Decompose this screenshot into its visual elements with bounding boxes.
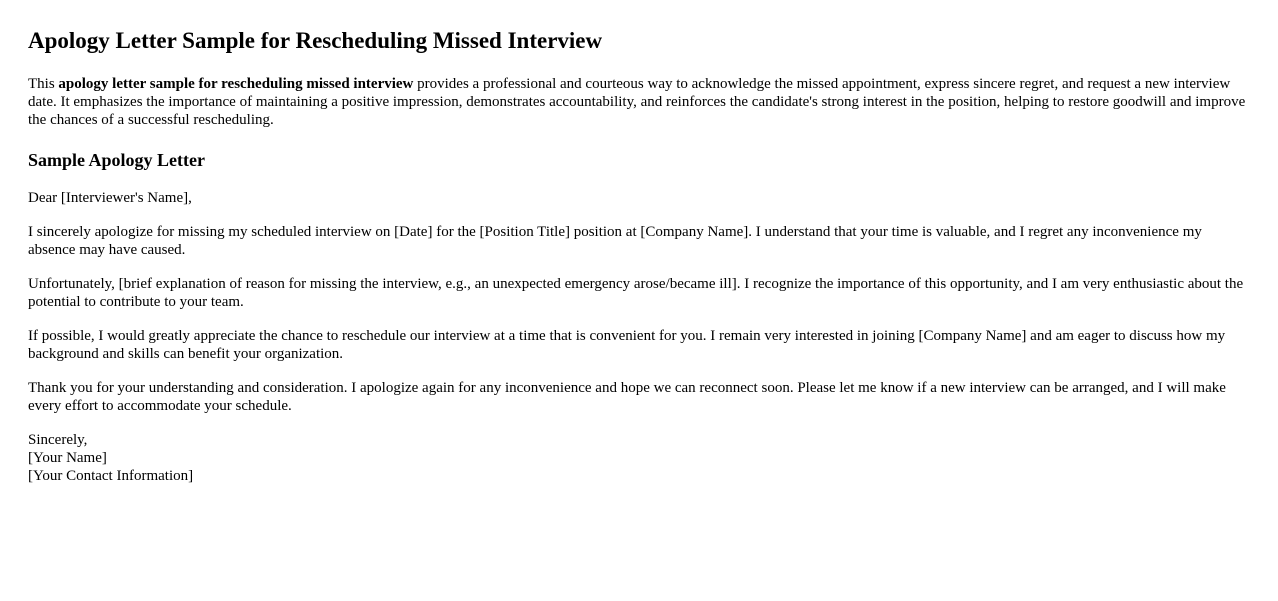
letter-paragraph-4: Thank you for your understanding and consideration. I apologize again for any inconvenience and hope we can reconnect soon. Please let me know if a new interview can be arranged, and I will make every effort to accommodate your schedule.	[28, 380, 1226, 414]
letter-paragraph-2: Unfortunately, [brief explanation of reason for missing the interview, e.g., an unexpected emergency arose/became ill]. I recognize the importance of this opportunity, and I am very enthusiastic about the potential to contribute to your team.	[28, 276, 1244, 310]
letter-closing-block	[28, 431, 1250, 485]
letter-contact-info: [Your Contact Information]	[28, 468, 194, 484]
page-title: Apology Letter Sample for Rescheduling Missed Interview	[28, 28, 603, 53]
letter-signature-name: [Your Name]	[28, 450, 107, 466]
letter-closing: Sincerely,	[28, 432, 88, 448]
intro-bold-phrase: apology letter sample for rescheduling missed interview	[58, 76, 414, 92]
letter-salutation: Dear [Interviewer's Name],	[28, 190, 192, 206]
intro-prefix: This	[28, 76, 59, 92]
intro-suffix: provides a professional and courteous way to acknowledge the missed appointment, express sincere regret, and request a new interview date. It emphasizes the importance of maintaining a positive impression, demonstrates accountability, and reinforces the candidate's strong interest in the position, helping to restore goodwill and improve the chances of a successful rescheduling.	[28, 76, 1246, 128]
intro-paragraph	[28, 75, 1250, 129]
section-heading: Sample Apology Letter	[28, 150, 205, 170]
letter-paragraph-3: If possible, I would greatly appreciate the chance to reschedule our interview at a time that is convenient for you. I remain very interested in joining [Company Name] and am eager to discuss how my background and skills can benefit your organization.	[28, 328, 1226, 362]
letter-paragraph-1: I sincerely apologize for missing my scheduled interview on [Date] for the [Position Title] position at [Company Name]. I understand that your time is valuable, and I regret any inconvenience my absence may have caused.	[28, 224, 1202, 258]
